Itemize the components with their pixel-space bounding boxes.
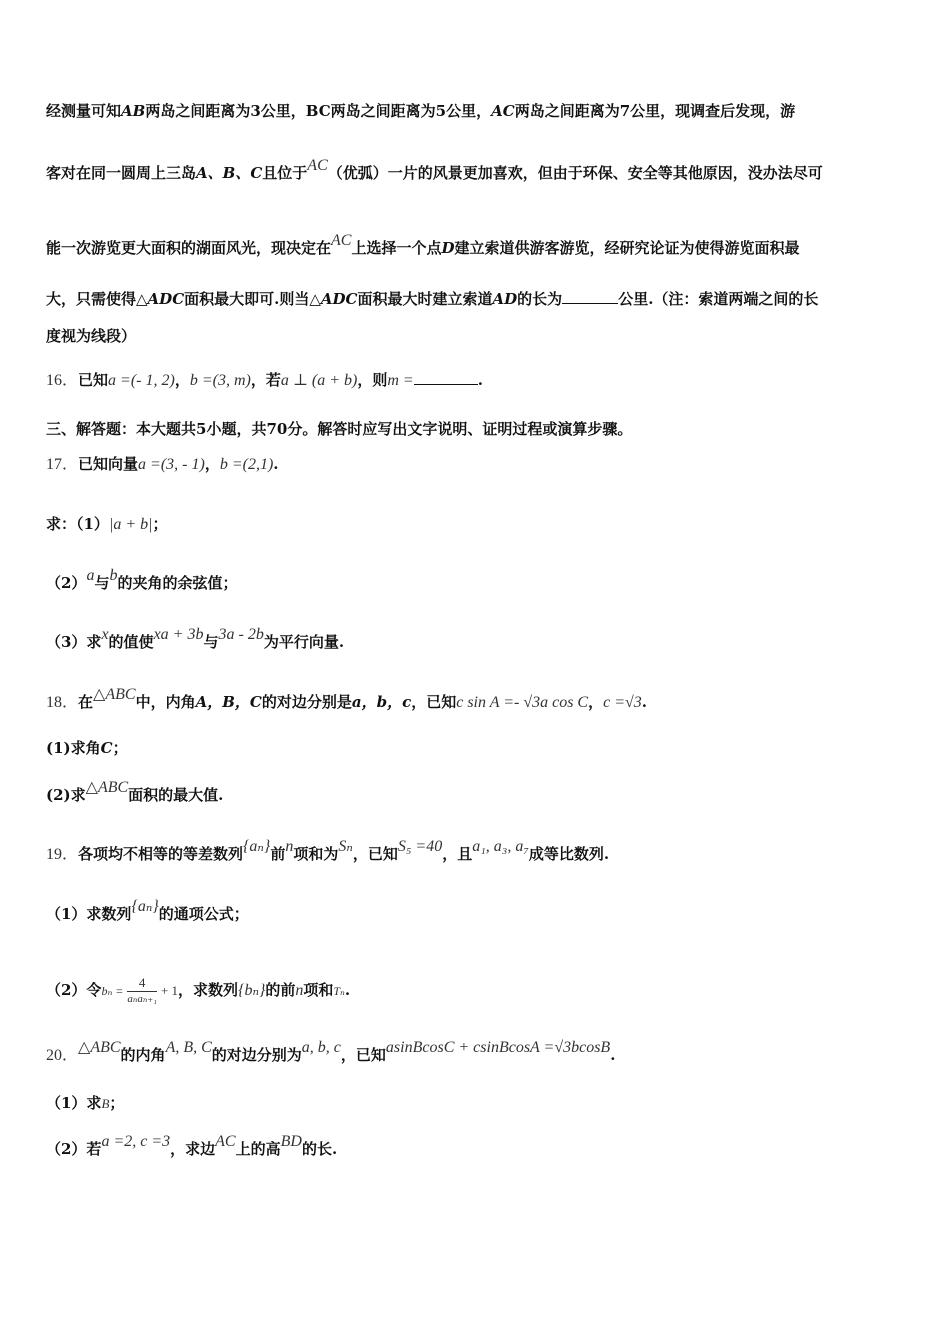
question-number: 16． <box>46 372 79 389</box>
vector-a-math: a =(- 1, 2) <box>108 372 175 389</box>
q19-text: 各项均不相等的等差数列 <box>78 845 244 863</box>
q15-text: 两岛之间距离为7公里，现调查后发现，游 <box>514 102 796 120</box>
answer-blank <box>562 289 618 304</box>
q18-text: (2)求 <box>46 786 86 804</box>
question-number: 18． <box>46 694 79 711</box>
question-number: 19． <box>46 846 79 863</box>
q18-text: (1)求角 <box>46 739 101 757</box>
n-math: n <box>295 982 304 999</box>
q19-text: 的前 <box>265 981 296 999</box>
triangle-adc: ADC <box>147 290 185 308</box>
q18-text: ，已知 <box>411 693 457 711</box>
n-math: n <box>285 838 294 855</box>
q19-text: 的通项公式； <box>158 905 249 923</box>
triangle-math: △ABC <box>85 779 129 796</box>
fraction-denominator: aₙaₙ₊₁ <box>127 993 157 1005</box>
vector-a-math: a <box>86 567 95 584</box>
q18-part-2 <box>46 779 910 806</box>
q20-text: ，求边 <box>170 1140 216 1158</box>
q15-text: 度视为线段） <box>46 327 137 345</box>
q16-text: 已知 <box>78 371 109 389</box>
q18-text: 面积的最大值. <box>128 786 224 804</box>
q15-ab: AB <box>121 102 146 120</box>
q17-part-2 <box>46 567 910 594</box>
sequence-math: {aₙ} <box>243 838 271 855</box>
fraction <box>127 975 157 1007</box>
q15-line-1 <box>46 101 910 121</box>
q15-line-5 <box>46 326 910 346</box>
q17-text: 与 <box>94 574 110 592</box>
sn-math: Sₙ <box>338 838 353 855</box>
q15-text: 公里.（注：索道两端之间的长 <box>618 290 819 308</box>
answer-blank <box>414 370 478 385</box>
q19-text: 项和 <box>303 981 334 999</box>
fraction-numerator: 4 <box>127 975 157 992</box>
triangle-adc: ADC <box>320 290 358 308</box>
terms-math: a₁, a₃, a₇ <box>472 838 529 855</box>
sides-math: a, b, c <box>301 1039 341 1056</box>
q17-text: ， <box>204 455 220 473</box>
q19-text: 项和为 <box>293 845 339 863</box>
tn-math: Tₙ <box>333 984 345 998</box>
q15-line-4 <box>46 289 910 309</box>
question-20 <box>46 1039 910 1066</box>
q20-text: . <box>610 1046 616 1064</box>
q19-part-1 <box>46 898 910 925</box>
q19-text: ，已知 <box>352 845 398 863</box>
vector-a-math: a =(3, - 1) <box>138 456 205 473</box>
q16-text: ， <box>174 371 190 389</box>
q15-text: 面积最大时建立索道 <box>357 290 493 308</box>
q17-text: （3）求 <box>46 633 102 651</box>
q16-text: ，若 <box>250 371 281 389</box>
q18-text: 中，内角 <box>135 693 196 711</box>
q19-text: 前 <box>270 845 286 863</box>
q19-text: 成等比数列. <box>528 845 610 863</box>
angle-c: C <box>100 739 113 757</box>
q20-text: ； <box>109 1094 125 1112</box>
q15-line-2 <box>46 157 910 184</box>
bn-math: bₙ = <box>101 984 124 998</box>
question-number: 17． <box>46 456 79 473</box>
q15-text: 能一次游览更大面积的湖面风光，现决定在 <box>46 239 332 257</box>
q15-line-3 <box>46 232 910 259</box>
vector-b-math: b <box>109 567 118 584</box>
sequence-math: {aₙ} <box>131 898 159 915</box>
sides-text: a，b，c <box>351 693 412 711</box>
s5-math: S₅ =40 <box>397 838 443 855</box>
q16-text: . <box>477 371 483 389</box>
x-math: x <box>101 626 109 643</box>
q20-part-1 <box>46 1093 910 1114</box>
q19-text: （1）求数列 <box>46 905 132 923</box>
q16-text: ，则 <box>357 371 388 389</box>
angles-text: A，B，C <box>195 693 262 711</box>
section-heading-text: 三、解答题：本大题共5小题，共70分。解答时应写出文字说明、证明过程或演算步骤。 <box>46 420 633 438</box>
q20-text: 的对边分别为 <box>211 1046 302 1064</box>
q15-abc: A、B、C <box>196 164 263 182</box>
q19-part-2 <box>46 975 910 1007</box>
triangle-math: △ABC <box>93 686 136 703</box>
q20-text: 上的高 <box>235 1140 281 1158</box>
side-ac-math: AC <box>215 1133 236 1150</box>
question-16 <box>46 370 910 391</box>
q17-part-1 <box>46 514 910 535</box>
q17-part-3 <box>46 626 910 653</box>
q20-text: 的长. <box>301 1140 338 1158</box>
q15-text: 上选择一个点 <box>351 239 442 257</box>
question-19 <box>46 838 910 865</box>
angle-b-math: B <box>101 1096 110 1111</box>
q15-text: （优弧）一片的风景更加喜欢，但由于环保、安全等其他原因，没办法尽可 <box>327 164 823 182</box>
q18-text: ； <box>112 739 128 757</box>
q15-text: 经测量可知 <box>46 102 122 120</box>
q19-text: （2）令 <box>46 981 102 999</box>
q17-text: 求：（1） <box>46 515 109 533</box>
q19-text: . <box>344 981 351 999</box>
q17-text: 已知向量 <box>78 455 139 473</box>
q15-text: 面积最大即可.则当△ <box>184 290 321 308</box>
arc-ac-math: AC <box>307 157 328 174</box>
q19-text: ，且 <box>442 845 473 863</box>
values-math: a =2, c =3 <box>101 1133 171 1150</box>
segment-ad: AD <box>492 290 518 308</box>
q15-text: 建立索道供游客游览，经研究论证为使得游览面积最 <box>454 239 800 257</box>
q19-text: ，求数列 <box>178 981 239 999</box>
q18-text: ， <box>588 693 604 711</box>
plus-one-math: + 1 <box>160 983 179 998</box>
q15-text: 客对在同一圆周上三岛 <box>46 164 197 182</box>
question-18 <box>46 686 910 713</box>
triangle-math: △ABC <box>78 1039 121 1056</box>
q17-text: （2） <box>46 574 87 592</box>
condition-math: asinBcosC + csinBcosA =√3bcosB <box>385 1039 611 1056</box>
question-17 <box>46 454 910 475</box>
q20-text: （1）求 <box>46 1094 102 1112</box>
magnitude-math: |a + b| <box>108 516 153 533</box>
vector-b-math: b =(2,1) <box>219 456 274 473</box>
q17-text: 与 <box>203 633 219 651</box>
q15-text: 大，只需使得△ <box>46 290 148 308</box>
q20-text: ，已知 <box>340 1046 386 1064</box>
q15-text: 且位于 <box>262 164 308 182</box>
q17-text: 为平行向量. <box>263 633 345 651</box>
expression-math: xa + 3b <box>153 626 204 643</box>
expression-math: 3a - 2b <box>218 626 264 643</box>
q17-text: ； <box>152 515 168 533</box>
vector-b-math: b =(3, m) <box>189 372 251 389</box>
q18-text: 在 <box>78 693 94 711</box>
c-value-math: c =√3 <box>603 694 642 711</box>
q18-text: 的对边分别是 <box>261 693 352 711</box>
q20-text: （2）若 <box>46 1140 102 1158</box>
angles-math: A, B, C <box>165 1039 212 1056</box>
section-3-heading <box>46 419 910 439</box>
height-bd-math: BD <box>280 1133 302 1150</box>
perpendicular-condition-math: a ⊥ (a + b) <box>280 372 358 389</box>
q17-text: 的夹角的余弦值； <box>117 574 238 592</box>
m-math: m = <box>387 372 414 389</box>
q20-text: 的内角 <box>120 1046 166 1064</box>
q20-part-2 <box>46 1133 910 1160</box>
q18-text: . <box>641 693 648 711</box>
condition-math: c sin A =- √3a cos C <box>456 694 589 711</box>
q18-part-1 <box>46 738 910 758</box>
point-d: D <box>441 239 455 257</box>
q15-text: 两岛之间距离为3公里，BC两岛之间距离为5公里， <box>145 102 492 120</box>
q15-text: 的长为 <box>517 290 563 308</box>
arc-ac-math: AC <box>331 232 352 249</box>
q17-text: 的值使 <box>108 633 154 651</box>
sequence-math: {bₙ} <box>238 982 266 999</box>
q15-ac: AC <box>491 102 515 120</box>
question-number: 20． <box>46 1047 79 1064</box>
q17-text: . <box>273 455 279 473</box>
